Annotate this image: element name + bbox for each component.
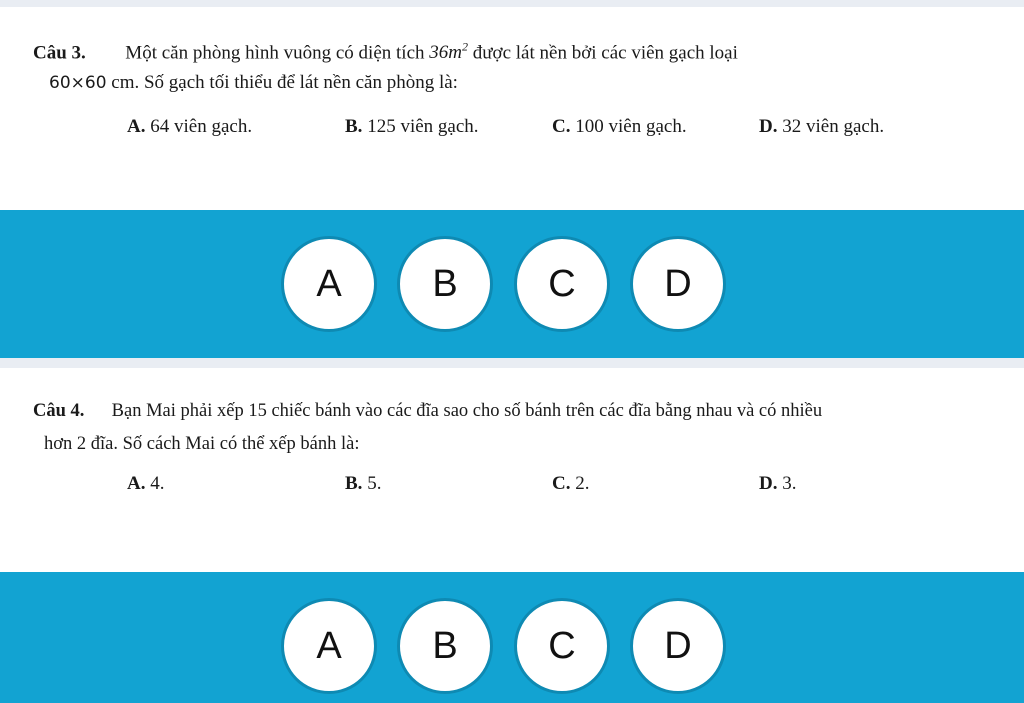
answer-button-label: B <box>432 262 458 305</box>
question-3-area <box>429 42 468 63</box>
answer-button-a[interactable] <box>281 598 377 694</box>
option-letter: C. <box>552 473 571 494</box>
question-4-text-b: hơn 2 đĩa. Số cách Mai có thể xếp bánh là: <box>44 434 360 454</box>
option-text: 5. <box>362 473 382 494</box>
option-text: 32 viên gạch. <box>777 116 885 137</box>
answer-button-b[interactable] <box>397 598 493 694</box>
answer-button-label: D <box>664 262 692 305</box>
answer-button-label: A <box>316 624 342 667</box>
answer-button-c[interactable] <box>514 598 610 694</box>
option-letter: B. <box>345 116 363 137</box>
question-3 <box>0 7 1024 210</box>
question-3-option-d <box>759 115 884 139</box>
option-letter: B. <box>345 473 363 494</box>
question-3-text-b: được lát nền bởi các viên gạch loại <box>472 42 738 64</box>
question-4-option-d <box>759 472 796 496</box>
question-3-number: Câu 3. <box>33 42 86 64</box>
question-3-line-1 <box>33 35 738 65</box>
question-3-option-b <box>345 115 479 139</box>
question-4-option-b <box>345 472 381 496</box>
top-separator <box>0 0 1024 7</box>
answer-button-label: B <box>432 624 458 667</box>
area-unit: m <box>448 42 462 64</box>
option-letter: D. <box>759 473 778 494</box>
option-text: 100 viên gạch. <box>570 116 687 137</box>
option-text: 125 viên gạch. <box>362 116 479 137</box>
answer-button-b[interactable] <box>397 236 493 332</box>
question-3-option-c <box>552 115 687 139</box>
answer-button-a[interactable] <box>281 236 377 332</box>
question-3-text-a: Một căn phòng hình vuông có diện tích <box>125 42 425 64</box>
answer-band-2 <box>0 572 1024 703</box>
option-letter: C. <box>552 116 571 137</box>
area-exponent: 2 <box>462 40 468 54</box>
tile-size-b: 60 <box>84 73 107 93</box>
question-4-option-c <box>552 472 589 496</box>
section-separator <box>0 358 1024 368</box>
question-4 <box>0 368 1024 572</box>
option-text: 64 viên gạch. <box>145 116 253 137</box>
area-value: 36 <box>429 42 449 64</box>
option-text: 2. <box>570 473 590 494</box>
question-4-number: Câu 4. <box>33 401 85 421</box>
question-3-line-2 <box>49 71 458 95</box>
option-letter: D. <box>759 116 778 137</box>
answer-button-label: D <box>664 624 692 667</box>
option-text: 4. <box>145 473 165 494</box>
question-4-line-1 <box>33 399 822 423</box>
option-letter: A. <box>127 116 146 137</box>
question-4-option-a <box>127 472 164 496</box>
answer-button-d[interactable] <box>630 236 726 332</box>
tile-size-a: 60 <box>49 73 71 93</box>
answer-button-c[interactable] <box>514 236 610 332</box>
answer-band-1 <box>0 210 1024 358</box>
answer-button-d[interactable] <box>630 598 726 694</box>
question-3-option-a <box>127 115 252 139</box>
times-sign: × <box>70 73 85 93</box>
question-4-line-2 <box>44 432 359 456</box>
answer-button-label: C <box>548 262 576 305</box>
tile-size <box>49 73 107 93</box>
answer-button-label: A <box>316 262 342 305</box>
question-3-text-c: cm. Số gạch tối thiểu để lát nền căn phòng là: <box>106 72 458 93</box>
question-4-text-a: Bạn Mai phải xếp 15 chiếc bánh vào các đĩa sao cho số bánh trên các đĩa bằng nhau và có nhiều <box>111 401 823 421</box>
option-letter: A. <box>127 473 146 494</box>
answer-button-label: C <box>548 624 576 667</box>
option-text: 3. <box>777 473 797 494</box>
